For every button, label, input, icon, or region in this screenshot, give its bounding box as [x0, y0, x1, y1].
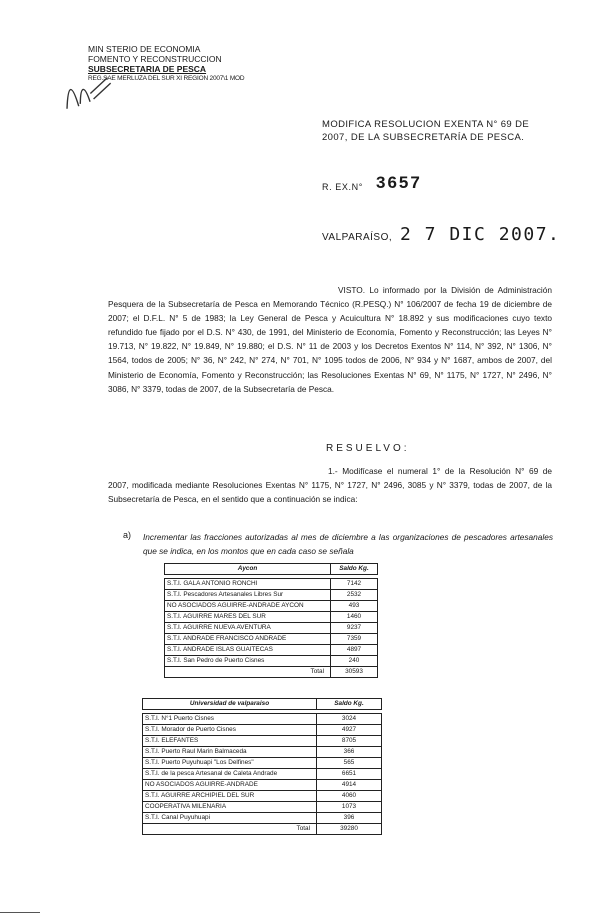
table-row [143, 791, 382, 802]
table-row [165, 590, 378, 601]
balance-kg: 4927 [317, 725, 382, 736]
handwritten-mark-icon [57, 69, 119, 116]
table-row [143, 813, 382, 824]
organization-name: NO ASOCIADOS AGUIRRE-ANDRADE AYCON [165, 601, 331, 612]
organization-name: S.T.I. GALA ANTONIO RONCHI [165, 579, 331, 590]
balance-kg: 3024 [317, 714, 382, 725]
organization-name: S.T.I. AGUIRRE NUEVA AVENTURA [165, 623, 331, 634]
organization-name: S.T.I. Morador de Puerto Cisnes [143, 725, 317, 736]
balance-kg: 4914 [317, 780, 382, 791]
table-header-row [165, 564, 378, 575]
allocation-table-aycon [164, 563, 378, 678]
organization-name: NO ASOCIADOS AGUIRRE-ANDRADE [143, 780, 317, 791]
table-row [165, 579, 378, 590]
table-header-name: Aycon [165, 564, 331, 575]
balance-kg: 2532 [331, 590, 378, 601]
balance-kg: 493 [331, 601, 378, 612]
balance-kg: 9237 [331, 623, 378, 634]
ministry-line: MIN STERIO DE ECONOMIA [88, 44, 201, 54]
initials-stamp [57, 69, 119, 116]
date-stamp: 2 7 DIC 2007. [400, 224, 561, 245]
balance-kg: 565 [317, 758, 382, 769]
place: VALPARAÍSO, [322, 232, 393, 243]
total-value: 30593 [331, 667, 378, 678]
total-value: 39280 [317, 824, 382, 835]
organization-name: S.T.I. AGUIRRE ARCHIPIEL DEL SUR [143, 791, 317, 802]
table-row [143, 802, 382, 813]
ministry-line-2: FOMENTO Y RECONSTRUCCION [88, 54, 222, 64]
allocation-table-universidad [142, 698, 382, 835]
table-row [143, 758, 382, 769]
balance-kg: 8705 [317, 736, 382, 747]
organization-name: S.T.I. ANDRADE FRANCISCO ANDRADE [165, 634, 331, 645]
document-title: MODIFICA RESOLUCION EXENTA N° 69 DE 2007, DE LA SUBSECRETARÍA DE PESCA. [322, 119, 530, 143]
table-header-name: Universidad de valparaiso [143, 699, 317, 710]
table-header-row [143, 699, 382, 710]
balance-kg: 4897 [331, 645, 378, 656]
organization-name: COOPERATIVA MILENARIA [143, 802, 317, 813]
resolution-label: R. EX.N° [322, 182, 363, 192]
organization-name: S.T.I. San Pedro de Puerto Cisnes [165, 656, 331, 667]
organization-name: S.T.I. AGUIRRE MARES DEL SUR [165, 612, 331, 623]
balance-kg: 366 [317, 747, 382, 758]
resolution-number: 3657 [376, 173, 422, 192]
table-row [165, 612, 378, 623]
table-total-row [143, 824, 382, 835]
organization-name: S.T.I. de la pesca Artesanal de Caleta Andrade [143, 769, 317, 780]
table-row [143, 747, 382, 758]
table-row [165, 601, 378, 612]
item-a-text: Incrementar las fracciones autorizadas al mes de diciembre a las organizaciones de pescadores artesanales que se indica, en los montos que en cada caso se señala [143, 532, 553, 557]
table-row [165, 645, 378, 656]
table-row [143, 769, 382, 780]
balance-kg: 1460 [331, 612, 378, 623]
total-label: Total [143, 824, 317, 835]
balance-kg: 1073 [317, 802, 382, 813]
resuelvo-heading: RESUELVO: [326, 443, 410, 454]
balance-kg: 396 [317, 813, 382, 824]
organization-name: S.T.I. ELEFANTES [143, 736, 317, 747]
footer-rule [0, 912, 40, 913]
article-1-paragraph: 1.- Modifícase el numeral 1° de la Resolución N° 69 de 2007, modificada mediante Resoluciones Exentas N° 1175, N° 1727, N° 2496, 3085 y N° 3379, todas de 2007, de la Subsecretaría de Pesca, en el sentido que a continuación se indica: [108, 466, 552, 505]
table-header-value: Saldo Kg. [317, 699, 382, 710]
table-row [143, 714, 382, 725]
organization-name: S.T.I. Puerto Puyuhuapi "Los Delfines" [143, 758, 317, 769]
organization-name: S.T.I. ANDRADE ISLAS GUAITECAS [165, 645, 331, 656]
organization-name: S.T.I. Pescadores Artesanales Libres Sur [165, 590, 331, 601]
item-a-letter: a) [123, 530, 132, 540]
balance-kg: 240 [331, 656, 378, 667]
table-row [165, 656, 378, 667]
reference-code: REG.SAE MERLUZA DEL SUR XI REGION 2007\1 MOD [88, 75, 245, 82]
balance-kg: 6651 [317, 769, 382, 780]
table-row [143, 780, 382, 791]
total-label: Total [165, 667, 331, 678]
table-total-row [165, 667, 378, 678]
table-row [165, 623, 378, 634]
table-row [143, 725, 382, 736]
table-header-value: Saldo Kg. [331, 564, 378, 575]
visto-paragraph: VISTO. Lo informado por la División de Administración Pesquera de la Subsecretaría de Pesca en Memorando Técnico (R.PESQ.) N° 106/2007 de fecha 19 de diciembre de 2007; el D.F.L. N° 5 de 1983; la Ley General de Pesca y Acuicultura N° 18.892 y sus modificaciones cuyo texto refundido fue fijado por el D.S. N° 430, de 1991, del Ministerio de Economía, Fomento y Reconstrucción; las Leyes N° 19.713, N° 19.822, N° 19.849, N° 19.880; el D.S. N° 11 de 2003 y los Decretos Exentos N° 114, N° 392, N° 1306, N° 1564, todos de 2005; N° 36, N° 242, N° 274, N° 701, N° 1095 todos de 2006, N° 934 y N° 1687, ambos de 2007, del Ministerio de Economía, Fomento y Reconstrucción; las Resoluciones Exentas N° 69, N° 1175, N° 1727, N° 2496, N° 3086, N° 3379, todas de 2007, de la Subsecretaría de Pesca. [108, 285, 552, 394]
table-row [165, 634, 378, 645]
table-row [143, 736, 382, 747]
balance-kg: 4060 [317, 791, 382, 802]
balance-kg: 7359 [331, 634, 378, 645]
balance-kg: 7142 [331, 579, 378, 590]
organization-name: S.T.I. N°1 Puerto Cisnes [143, 714, 317, 725]
subsecretaria-line: SUBSECRETARIA DE PESCA [88, 64, 207, 74]
organization-name: S.T.I. Puerto Raul Marin Balmaceda [143, 747, 317, 758]
organization-name: S.T.I. Canal Puyuhuapi [143, 813, 317, 824]
